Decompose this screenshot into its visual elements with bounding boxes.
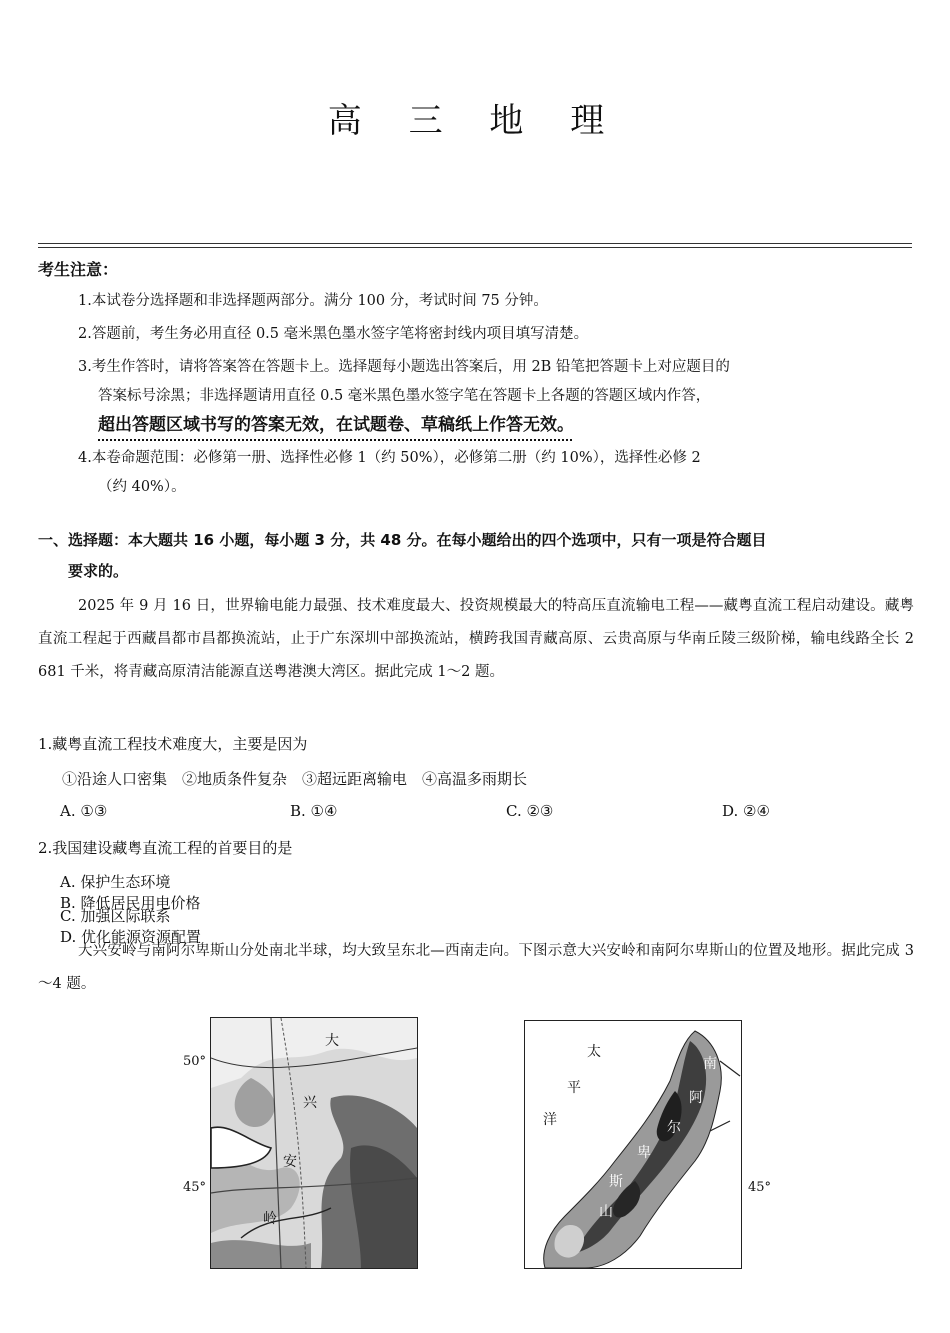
question-1-choices: ①沿途人口密集 ②地质条件复杂 ③超远距离输电 ④高温多雨期长 — [62, 770, 528, 788]
greater-khingan-terrain-image — [211, 1018, 417, 1268]
reading-passage-2 — [38, 935, 914, 1001]
map2-label-tai: 太 — [587, 1044, 601, 1060]
notice-item-3 — [78, 353, 914, 440]
header-rule-secondary — [38, 247, 912, 248]
southern-alps-map — [524, 1020, 742, 1269]
notice-list — [78, 287, 914, 506]
option-a: A. 保护生态环境 — [60, 873, 171, 891]
question-2-stem: 2.我国建设藏粤直流工程的首要目的是 — [38, 839, 293, 857]
map2-label-si: 斯 — [609, 1174, 623, 1190]
notice-heading: 考生注意： — [38, 260, 119, 279]
map1-latitude-label-50: 50° — [183, 1054, 207, 1069]
notice-item-1 — [78, 287, 914, 316]
map2-label-bei: 卑 — [637, 1145, 651, 1161]
map1-label-da: 大 — [325, 1033, 339, 1049]
notice-item-4 — [78, 444, 914, 502]
option-b: B. ①④ — [290, 802, 338, 820]
notice-text: 4.本卷命题范围：必修第一册、选择性必修 1（约 50%），必修第二册（约 10%），选择性必修 2 — [78, 450, 701, 466]
notice-text: 3.考生作答时，请将答案答在答题卡上。选择题每小题选出答案后，用 2B 铅笔把答题卡上对应题目的 — [78, 359, 730, 375]
option-b: B. 降低居民用电价格 — [60, 894, 201, 912]
map2-label-ping: 平 — [567, 1080, 581, 1096]
notice-text: 2.答题前，考生务必用直径 0.5 毫米黑色墨水签字笔将密封线内项目填写清楚。 — [78, 326, 589, 342]
map2-label-er: 尔 — [667, 1120, 681, 1136]
map1-label-xing: 兴 — [303, 1095, 317, 1111]
map2-latitude-label: 45° — [748, 1180, 772, 1195]
notice-text: （约 40%）。 — [98, 479, 186, 495]
notice-item-2 — [78, 320, 914, 349]
passage-text: 大兴安岭与南阿尔卑斯山分处南北半球，均大致呈东北—西南走向。下图示意大兴安岭和南阿尔卑斯山的位置及地形。据此完成 3～4 题。 — [38, 943, 914, 992]
option-c: C. ②③ — [506, 802, 554, 820]
question-1-stem: 1.藏粤直流工程技术难度大，主要是因为 — [38, 735, 308, 753]
option-a: A. ①③ — [60, 802, 108, 820]
notice-text: 答案标号涂黑；非选择题请用直径 0.5 毫米黑色墨水签字笔在答题卡上各题的答题区域内作答， — [98, 388, 711, 404]
map2-label-a: 阿 — [689, 1090, 703, 1106]
map1-label-an: 安 — [283, 1154, 297, 1170]
page-title: 高 三 地 理 — [327, 101, 623, 141]
reading-passage-1 — [38, 590, 914, 689]
map1-latitude-label-45: 45° — [183, 1180, 207, 1195]
section-heading — [38, 525, 918, 587]
map2-label-yang: 洋 — [543, 1112, 557, 1128]
map2-label-shan: 山 — [599, 1204, 613, 1220]
map1-label-ling: 岭 — [263, 1211, 277, 1227]
question-1-options — [60, 802, 920, 820]
section-heading-line: 要求的。 — [68, 562, 129, 580]
map2-label-nan: 南 — [703, 1056, 717, 1072]
notice-text: 1.本试卷分选择题和非选择题两部分。满分 100 分，考试时间 75 分钟。 — [78, 293, 548, 309]
option-c: C. 加强区际联系 — [60, 907, 171, 925]
section-heading-line: 一、选择题：本大题共 16 小题，每小题 3 分，共 48 分。在每小题给出的四个选项中，只有一项是符合题目 — [38, 531, 767, 549]
passage-text: 2025 年 9 月 16 日，世界输电能力最强、技术难度最大、投资规模最大的特高压直流输电工程——藏粤直流工程启动建设。藏粤直流工程起于西藏昌都市昌都换流站，止于广东深圳中部换流站，横跨我国青藏高原、云贵高原与华南丘陵三级阶梯，输电线路全长 2 681 千米，将青藏高原清洁能源直送粤港澳大湾区。据此完成 1～2 题。 — [38, 598, 914, 680]
greater-khingan-map — [210, 1017, 418, 1269]
option-d: D. 优化能源资源配置 — [60, 928, 202, 946]
notice-emphasis: 超出答题区域书写的答案无效，在试题卷、草稿纸上作答无效。 — [98, 415, 574, 435]
option-d: D. ②④ — [722, 802, 770, 820]
header-rule — [38, 243, 912, 244]
